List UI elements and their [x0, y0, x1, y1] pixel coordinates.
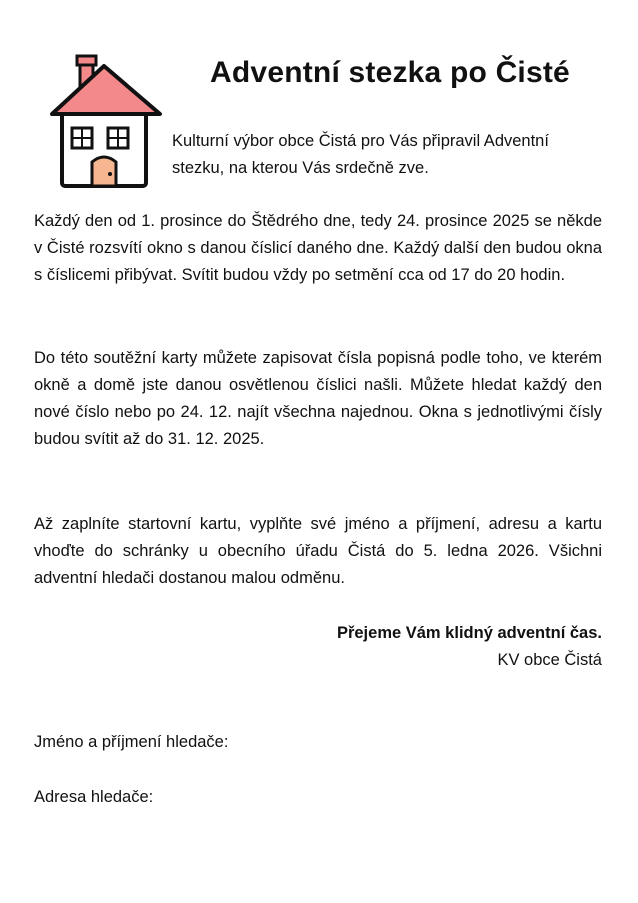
name-field-label: Jméno a příjmení hledače:	[34, 733, 229, 751]
house-icon	[48, 52, 164, 192]
signoff-wish: Přejeme Vám klidný adventní čas.	[336, 624, 602, 642]
paragraph-card-instructions: Do této soutěžní karty můžete zapisovat čísla popisná podle toho, ve kterém okně a domě jste danou osvětlenou číslici našli. Můžete hledat každý den nové číslo nebo po 24. 12. najít všechna najednou. Okna s jednotlivými čísly budou svítit až do 31. 12. 2025.	[34, 349, 602, 448]
address-field-label: Adresa hledače:	[34, 788, 154, 806]
signoff-from: KV obce Čistá	[497, 651, 602, 669]
paragraph-submission: Až zaplníte startovní kartu, vyplňte své jméno a příjmení, adresu a kartu vhoďte do schránky u obecního úřadu Čistá do 5. ledna 2026. Všichni adventní hledači dostanou malou odměnu.	[34, 515, 602, 587]
page-title: Adventní stezka po Čisté	[210, 56, 570, 89]
intro-text: Kulturní výbor obce Čistá pro Vás připravil Adventní stezku, na kterou Vás srdečně zve.	[172, 132, 549, 177]
paragraph-dates: Každý den od 1. prosince do Štědrého dne, tedy 24. prosince 2025 se někde v Čisté rozsvítí okno s danou číslicí daného dne. Každý další den budou okna s číslicemi přibývat. Svítit budou vždy po setmění cca od 17 do 20 hodin.	[34, 212, 602, 284]
signoff	[337, 620, 602, 674]
